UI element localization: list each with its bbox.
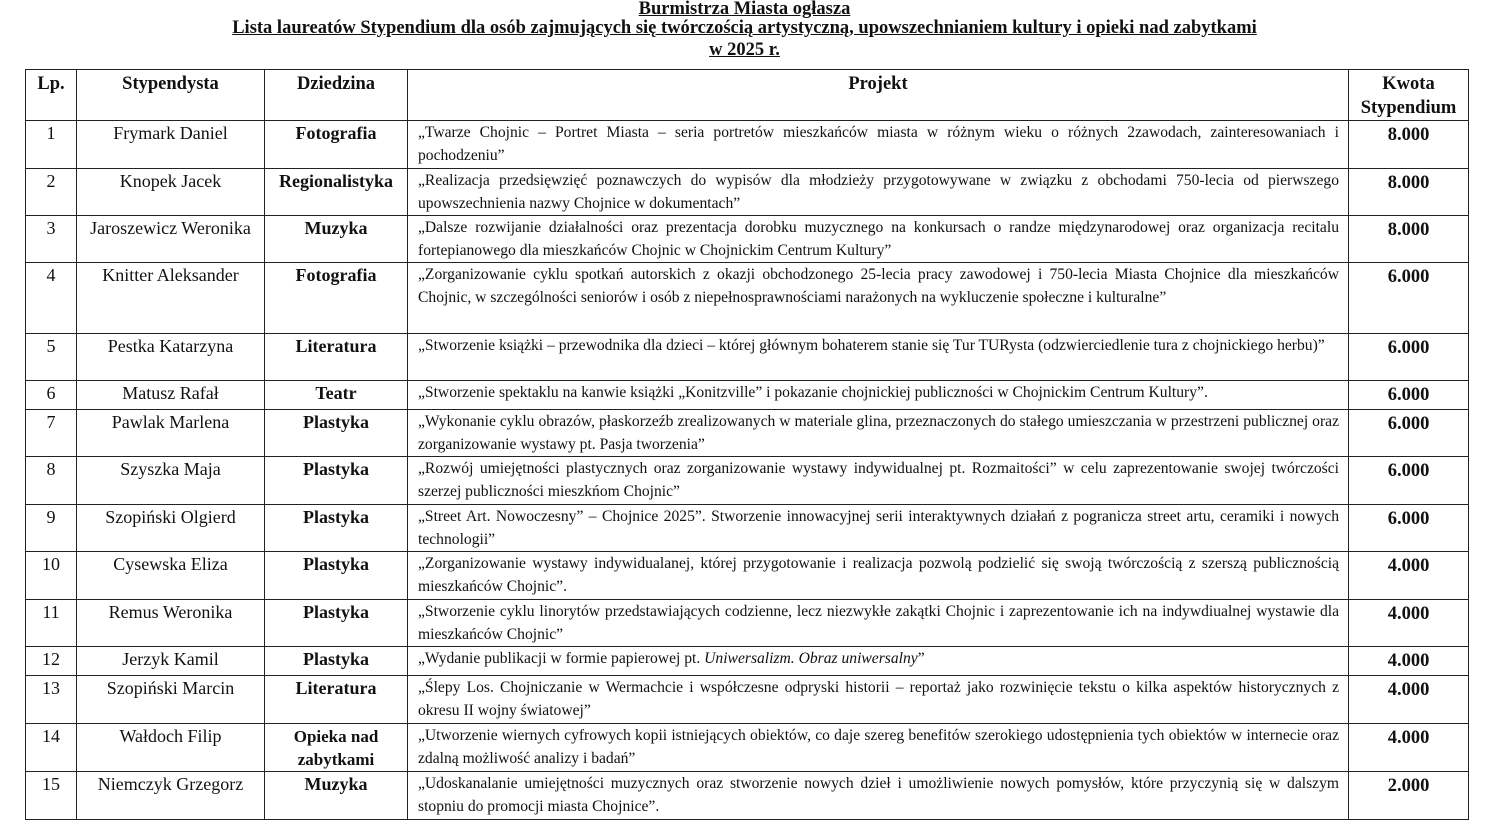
header-line-3: w 2025 r.: [709, 40, 780, 60]
header-line-2: Lista laureatów Stypendium dla osób zajmujących się twórczością artystyczną, upowszechnianiem kultury i opieki nad zabytkami: [232, 18, 1257, 38]
row-amount: 4.000: [1349, 724, 1469, 772]
column-header-lp: Lp.: [26, 70, 77, 121]
row-name: Szopiński Olgierd: [77, 505, 265, 552]
row-amount: 8.000: [1349, 169, 1469, 216]
row-project: „Street Art. Nowoczesny” – Chojnice 2025”. Stworzenie innowacyjnej serii interaktywnych działań z pogranicza street artu, ceramiki i nowych technologii”: [408, 505, 1349, 552]
row-name: Remus Weronika: [77, 600, 265, 647]
column-header-dziedzina: Dziedzina: [265, 70, 408, 121]
row-amount: 4.000: [1349, 600, 1469, 647]
row-amount: 6.000: [1349, 457, 1469, 505]
column-header-kwota: [1349, 70, 1469, 121]
row-name: Niemczyk Grzegorz: [77, 772, 265, 820]
column-header-projekt: Projekt: [408, 70, 1349, 121]
row-lp: 14: [26, 724, 77, 772]
row-project: „Utworzenie wiernych cyfrowych kopii istniejących obiektów, co daje szereg benefitów szerokiego udostępnienia tych obiektów w internecie oraz zdalną możliwość analizy i badań”: [408, 724, 1349, 772]
row-project: „Realizacja przedsięwzięć poznawczych do wypisów dla młodzieży przygotowywane w związku z obchodami 750-lecia od pierwszego upowszechnienia nazwy Chojnice w dokumentach”: [408, 169, 1349, 216]
table-row: [26, 334, 1469, 381]
table-row: [26, 772, 1469, 820]
row-project: „Udoskanalanie umiejętności muzycznych oraz stworzenie nowych dzieł i umożliwienie nowych pomysłów, które przyczynią się w dalszym stopniu do promocji miasta Chojnice”.: [408, 772, 1349, 820]
row-project: „Wykonanie cyklu obrazów, płaskorzeźb zrealizowanych w materiale glina, przeznaczonych do stałego umieszczania w przestrzeni publicznej oraz zorganizowanie wystawy pt. Pasja tworzenia”: [408, 410, 1349, 457]
document-header: [0, 0, 1489, 61]
row-field: Opieka nad zabytkami: [265, 724, 408, 772]
row-lp: 15: [26, 772, 77, 820]
row-field: Teatr: [265, 381, 408, 410]
row-amount: 6.000: [1349, 505, 1469, 552]
row-project: „Zorganizowanie cyklu spotkań autorskich z okazji obchodzonego 25-lecia pracy zawodowej i 750-lecia Miasta Chojnice dla mieszkańców Chojnic, w szczególności seniorów i osób z niepełnosprawnościami narażonych na wykluczenie społeczne i kulturalne”: [408, 263, 1349, 334]
row-lp: 11: [26, 600, 77, 647]
table-row: [26, 169, 1469, 216]
row-field: Plastyka: [265, 600, 408, 647]
row-amount: 8.000: [1349, 121, 1469, 169]
row-project: [408, 647, 1349, 676]
row-project-prefix: „Wydanie publikacji w formie papierowej pt.: [418, 650, 705, 667]
row-lp: 4: [26, 263, 77, 334]
row-field: Plastyka: [265, 552, 408, 600]
row-amount: 4.000: [1349, 647, 1469, 676]
row-project: „Dalsze rozwijanie działalności oraz prezentacja dorobku muzycznego na konkursach o randze międzynarodowej oraz organizacja recitalu fortepianowego dla mieszkańców Chojnic w Chojnickim Centrum Kultury”: [408, 216, 1349, 263]
row-field: Regionalistyka: [265, 169, 408, 216]
table-row: [26, 216, 1469, 263]
row-project: „Ślepy Los. Chojniczanie w Wermachcie i współczesne odpryski historii – reportaż jako rozwinięcie tekstu o kilka aspektów historycznych z okresu II wojny światowej”: [408, 676, 1349, 724]
header-line-1: Burmistrza Miasta ogłasza: [638, 0, 851, 19]
table-row: [26, 552, 1469, 600]
table-row: [26, 381, 1469, 410]
row-amount: 4.000: [1349, 676, 1469, 724]
row-name: Jaroszewicz Weronika: [77, 216, 265, 263]
row-lp: 13: [26, 676, 77, 724]
row-lp: 9: [26, 505, 77, 552]
row-lp: 12: [26, 647, 77, 676]
row-project: „Rozwój umiejętności plastycznych oraz zorganizowanie wystawy indywidualnej pt. Rozmaitości” w celu zaprezentowanie swojej twórczości szerzej publiczności mieszkńom Chojnic”: [408, 457, 1349, 505]
row-amount: 6.000: [1349, 381, 1469, 410]
row-project: „Twarze Chojnic – Portret Miasta – seria portretów mieszkańców miasta w różnym wieku o różnych 2zawodach, zainteresowaniach i pochodzeniu”: [408, 121, 1349, 169]
row-project: „Stworzenie spektaklu na kanwie książki „Konitzville” i pokazanie chojnickiej publiczności w Chojnickim Centrum Kultury”.: [408, 381, 1349, 410]
row-amount: 6.000: [1349, 263, 1469, 334]
row-field: Literatura: [265, 676, 408, 724]
row-lp: 7: [26, 410, 77, 457]
table-row: [26, 121, 1469, 169]
row-name: Knitter Aleksander: [77, 263, 265, 334]
row-field: Plastyka: [265, 457, 408, 505]
table-row: [26, 263, 1469, 334]
row-project: „Zorganizowanie wystawy indywidualanej, której przygotowanie i realizacja pozwolą podzielić się swoją twórczością z szerszą publicznością mieszkańców Chojnic”.: [408, 552, 1349, 600]
row-name: Szyszka Maja: [77, 457, 265, 505]
row-field: Fotografia: [265, 263, 408, 334]
row-field: Plastyka: [265, 647, 408, 676]
laureates-table: [25, 69, 1469, 820]
row-project: „Stworzenie książki – przewodnika dla dzieci – której głównym bohaterem stanie się Tur TURysta (odzwierciedlenie tura z chojnickiego herbu)”: [408, 334, 1349, 381]
row-amount: 6.000: [1349, 334, 1469, 381]
row-field: Muzyka: [265, 772, 408, 820]
row-name: Szopiński Marcin: [77, 676, 265, 724]
table-row: [26, 457, 1469, 505]
row-lp: 3: [26, 216, 77, 263]
row-project-suffix: ”: [917, 650, 925, 667]
row-field: Plastyka: [265, 505, 408, 552]
row-field: Muzyka: [265, 216, 408, 263]
row-field: Literatura: [265, 334, 408, 381]
table-row: [26, 647, 1469, 676]
row-field: Plastyka: [265, 410, 408, 457]
row-lp: 6: [26, 381, 77, 410]
row-name: Pestka Katarzyna: [77, 334, 265, 381]
row-lp: 5: [26, 334, 77, 381]
row-amount: 2.000: [1349, 772, 1469, 820]
row-lp: 2: [26, 169, 77, 216]
row-field: Fotografia: [265, 121, 408, 169]
row-lp: 1: [26, 121, 77, 169]
row-name: Pawlak Marlena: [77, 410, 265, 457]
row-amount: 8.000: [1349, 216, 1469, 263]
row-name: Wałdoch Filip: [77, 724, 265, 772]
table-row: [26, 410, 1469, 457]
column-header-stypendysta: Stypendysta: [77, 70, 265, 121]
table-row: [26, 676, 1469, 724]
row-project: „Stworzenie cyklu linorytów przedstawiających codzienne, lecz niezwykłe zakątki Chojnic i zaprezentowanie ich na indywdiualnej wystawie dla mieszkańców Chojnic”: [408, 600, 1349, 647]
row-amount: 6.000: [1349, 410, 1469, 457]
row-project-italic-title: Uniwersalizm. Obraz uniwersalny: [704, 650, 918, 667]
row-name: Knopek Jacek: [77, 169, 265, 216]
table-row: [26, 600, 1469, 647]
table-row: [26, 724, 1469, 772]
row-name: Cysewska Eliza: [77, 552, 265, 600]
row-name: Jerzyk Kamil: [77, 647, 265, 676]
row-lp: 8: [26, 457, 77, 505]
row-name: Frymark Daniel: [77, 121, 265, 169]
row-lp: 10: [26, 552, 77, 600]
table-header-row: [26, 70, 1469, 121]
column-header-kwota-line2: Stypendium: [1360, 98, 1457, 118]
column-header-kwota-line1: Kwota: [1382, 74, 1435, 94]
row-name: Matusz Rafał: [77, 381, 265, 410]
row-amount: 4.000: [1349, 552, 1469, 600]
table-row: [26, 505, 1469, 552]
